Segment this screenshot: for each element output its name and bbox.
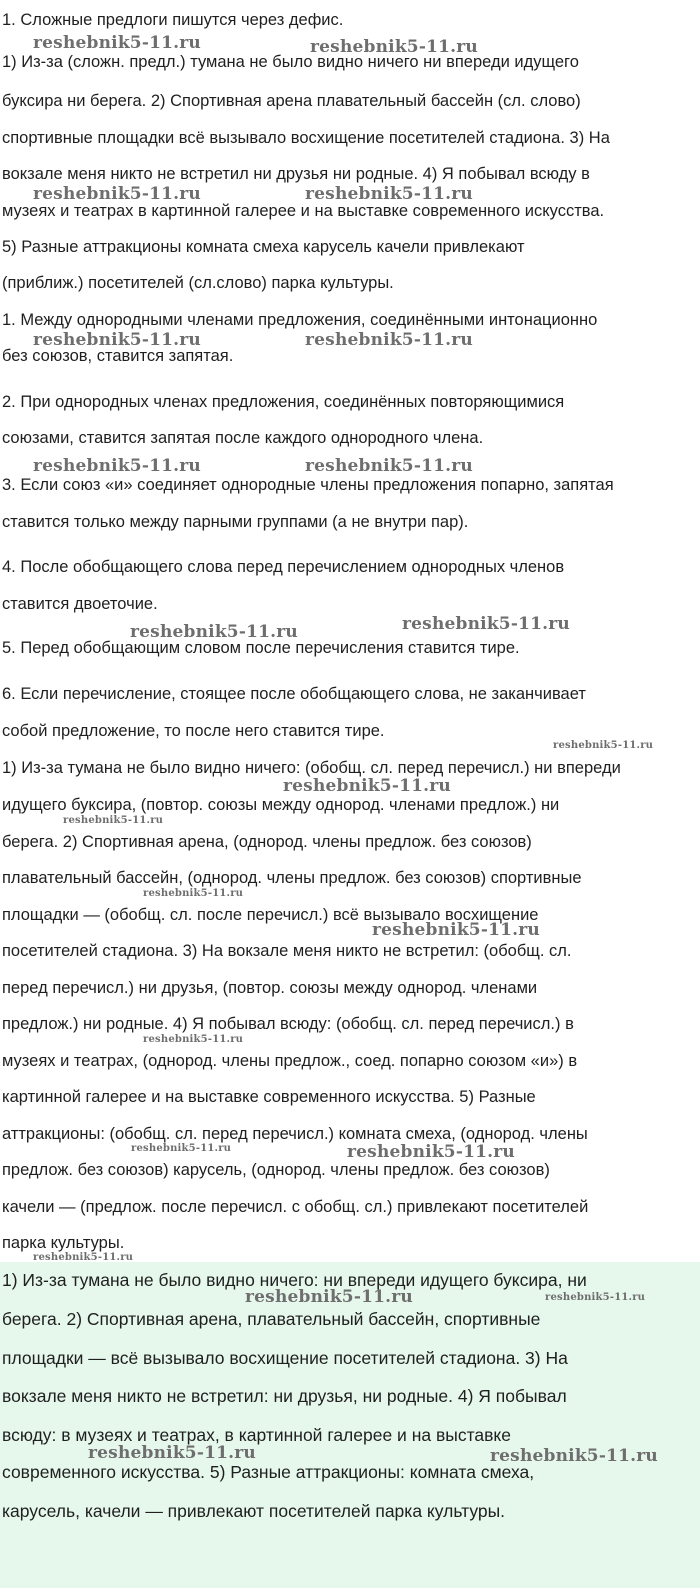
answer-line: всюду: в музеях и театрах, в картинной галерее и на выставке [2,1425,512,1445]
text-line: буксира ни берега. 2) Спортивная арена плавательный бассейн (сл. слово) [2,92,581,110]
text-line: вокзале меня никто не встретил ни друзья ни родные. 4) Я побывал всюду в [2,165,590,183]
watermark-text: reshebnik5-11.ru [33,33,201,53]
text-line: посетителей стадиона. 3) На вокзале меня никто не встретил: (обобщ. сл. [2,942,572,960]
text-line: качели — (предлож. после перечисл. с обобщ. сл.) привлекают посетителей [2,1198,589,1216]
watermark-text: reshebnik5-11.ru [490,1446,658,1466]
text-line: аттракционы: (обобщ. сл. перед перечисл.) комната смеха, (однород. члены [2,1125,588,1143]
watermark-text: reshebnik5-11.ru [33,184,201,204]
text-line: (приближ.) посетителей (сл.слово) парка культуры. [2,274,394,292]
text-line: идущего буксира, (повтор. союзы между однород. членами предлож.) ни [2,796,560,814]
watermark-text: reshebnik5-11.ru [88,1443,256,1463]
watermark-text: reshebnik5-11.ru [347,1142,515,1162]
answer-line: современного искусства. 5) Разные аттракционы: комната смеха, [2,1462,535,1482]
text-line: картинной галерее и на выставке современного искусства. 5) Разные [2,1088,536,1106]
text-line: без союзов, ставится запятая. [2,347,234,365]
watermark-text: reshebnik5-11.ru [545,1292,646,1303]
text-line: 1. Между однородными членами предложения, соединёнными интонационно [2,311,598,329]
text-line: предлож. без союзов) карусель, (однород. члены предлож. без союзов) [2,1161,550,1179]
text-line: 5. Перед обобщающим словом после перечисления ставится тире. [2,639,520,657]
text-line: ставится только между парными группами (а не внутри пар). [2,513,469,531]
watermark-text: reshebnik5-11.ru [310,37,478,57]
watermark-text: reshebnik5-11.ru [143,1034,244,1045]
watermark-text: reshebnik5-11.ru [33,456,201,476]
text-line: предлож.) ни родные. 4) Я побывал всюду: (обобщ. сл. перед перечисл.) в [2,1015,574,1033]
text-line: площадки — (обобщ. сл. после перечисл.) всё вызывало восхищение [2,906,539,924]
text-line: 6. Если перечисление, стоящее после обобщающего слова, не заканчивает [2,685,586,703]
watermark-text: reshebnik5-11.ru [305,330,473,350]
text-line: 1. Сложные предлоги пишутся через дефис. [2,11,344,29]
text-line: 4. После обобщающего слова перед перечислением однородных членов [2,558,565,576]
text-line: музеях и театрах, (однород. члены предлож., соед. попарно союзом «и») в [2,1052,578,1070]
watermark-text: reshebnik5-11.ru [131,1143,232,1154]
text-line: собой предложение, то после него ставится тире. [2,722,385,740]
text-line: 2. При однородных членах предложения, соединённых повторяющимися [2,393,565,411]
watermark-text: reshebnik5-11.ru [283,776,451,796]
watermark-text: reshebnik5-11.ru [372,920,540,940]
text-line: парка культуры. [2,1234,125,1252]
text-line: 1) Из-за тумана не было видно ничего: (обобщ. сл. перед перечисл.) ни впереди [2,759,621,777]
text-line: союзами, ставится запятая после каждого однородного члена. [2,429,484,447]
watermark-text: reshebnik5-11.ru [33,330,201,350]
watermark-text: reshebnik5-11.ru [305,184,473,204]
answer-line: вокзале меня никто не встретил: ни друзья, ни родные. 4) Я побывал [2,1386,567,1406]
answer-line: 1) Из-за тумана не было видно ничего: ни впереди идущего буксира, ни [2,1270,587,1290]
text-line: спортивные площадки всё вызывало восхищение посетителей стадиона. 3) На [2,129,610,147]
text-line: перед перечисл.) ни друзья, (повтор. союзы между однород. членами [2,979,538,997]
text-line: берега. 2) Спортивная арена, (однород. члены предлож. без союзов) [2,833,532,851]
answer-line: площадки — всё вызывало восхищение посетителей стадиона. 3) На [2,1348,568,1368]
text-line: 3. Если союз «и» соединяет однородные члены предложения попарно, запятая [2,476,614,494]
text-line: 5) Разные аттракционы комната смеха карусель качели привлекают [2,238,525,256]
watermark-text: reshebnik5-11.ru [553,740,654,751]
watermark-text: reshebnik5-11.ru [63,815,164,826]
text-line: плавательный бассейн, (однород. члены предлож. без союзов) спортивные [2,869,582,887]
text-line: музеях и театрах в картинной галерее и на выставке современного искусства. [2,202,605,220]
watermark-text: reshebnik5-11.ru [33,1252,134,1263]
watermark-text: reshebnik5-11.ru [130,622,298,642]
watermark-text: reshebnik5-11.ru [402,614,570,634]
watermark-text: reshebnik5-11.ru [245,1287,413,1307]
text-line: 1) Из-за (сложн. предл.) тумана не было видно ничего ни впереди идущего [2,53,579,71]
text-line: ставится двоеточие. [2,595,158,613]
watermark-text: reshebnik5-11.ru [143,888,244,899]
answer-line: берега. 2) Спортивная арена, плавательный бассейн, спортивные [2,1309,541,1329]
watermark-text: reshebnik5-11.ru [305,456,473,476]
answer-line: карусель, качели — привлекают посетителей парка культуры. [2,1501,506,1521]
